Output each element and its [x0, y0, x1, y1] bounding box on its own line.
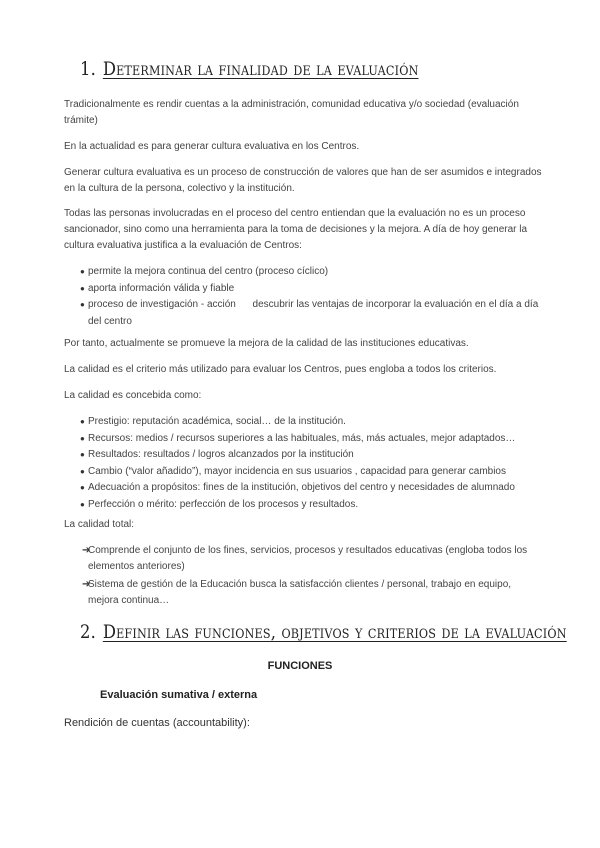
arrow-list: [64, 543, 542, 609]
section-1-heading: [80, 58, 419, 80]
bullet-icon: ●: [80, 300, 85, 309]
list-item: ● proceso de investigación - acción descubrir las ventajas de incorporar la evaluación en el día a día del centro: [80, 299, 542, 327]
arrow-right-icon: ➔: [82, 579, 91, 590]
list-item: ● permite la mejora continua del centro (proceso cíclico): [64, 264, 542, 281]
bullet-icon: ●: [80, 417, 85, 426]
bullet-icon: ●: [80, 466, 85, 476]
bullet-icon: ●: [80, 450, 85, 459]
bullet-icon: ●: [80, 499, 85, 509]
section-1-title: Determinar la finalidad de la evaluación: [102, 58, 419, 80]
paragraph: La calidad es concebida como:: [64, 390, 202, 401]
funciones-heading: FUNCIONES: [267, 660, 333, 672]
arrow-right-icon: ➔: [82, 545, 91, 556]
paragraph: Tradicionalmente es rendir cuentas a la administración, comunidad educativa y/o sociedad (evaluación trámite): [64, 99, 519, 126]
bullet-icon: ●: [80, 483, 85, 492]
list-item: ● aporta información válida y fiable: [64, 281, 542, 298]
list-item: ➔ Sistema de gestión de la Educación busca la satisfacción clientes / personal, trabajo en equipo, mejora continua…: [82, 579, 512, 606]
bullet-icon: ●: [80, 267, 85, 276]
bullet-icon: ●: [80, 433, 85, 443]
paragraph: En la actualidad es para generar cultura evaluativa en los Centros.: [64, 141, 360, 152]
paragraph: Por tanto, actualmente se promueve la mejora de la calidad de las instituciones educativas.: [64, 338, 469, 349]
paragraph: Todas las personas involucradas en el proceso del centro entiendan que la evaluación no es un proceso sancionador, sino como una herramienta para la toma de decisiones y la mejora. A día de hoy generar la cultura evaluativa justifica a la evaluación de Centros:: [64, 208, 528, 251]
paragraph: La calidad es el criterio más utilizado para evaluar los Centros, pues engloba a todos los criterios.: [64, 364, 497, 375]
list-item: ● Prestigio: reputación académica, social… de la institución.: [64, 414, 542, 431]
calidad-total-label: La calidad total:: [64, 519, 135, 530]
section-2-number: 2.: [80, 621, 96, 643]
bullet-icon: ●: [80, 283, 85, 293]
rendicion-label: Rendición de cuentas (accountability):: [64, 717, 250, 729]
list-item: ● Adecuación a propósitos: fines de la institución, objetivos del centro y necesidades de alumnado: [64, 480, 542, 497]
list-item: ● Cambio (“valor añadido”), mayor incidencia en sus usuarios , capacidad para generar cambios: [64, 464, 542, 481]
sumativa-heading: Evaluación sumativa / externa: [100, 689, 258, 701]
paragraph: Generar cultura evaluativa es un proceso de construcción de valores que han de ser asumidos e integrados en la cultura de la persona, colectivo y la institución.: [64, 167, 542, 194]
section-2-heading: [80, 621, 567, 643]
bullet-list-2: [64, 414, 542, 513]
section-2-title: Definir las funciones, objetivos y criterios de la evaluación: [102, 621, 567, 643]
bullet-list-1: [64, 264, 542, 330]
list-item: ● Perfección o mérito: perfección de los procesos y resultados.: [64, 497, 542, 514]
list-item: ● Recursos: medios / recursos superiores a las habituales, más, más actuales, mejor adaptados…: [64, 431, 542, 448]
list-item: ● Resultados: resultados / logros alcanzados por la institución: [64, 447, 542, 464]
list-item: ➔ Comprende el conjunto de los fines, servicios, procesos y resultados educativas (engloba todos los elementos anteriores): [82, 545, 528, 572]
section-1-number: 1.: [80, 58, 96, 80]
